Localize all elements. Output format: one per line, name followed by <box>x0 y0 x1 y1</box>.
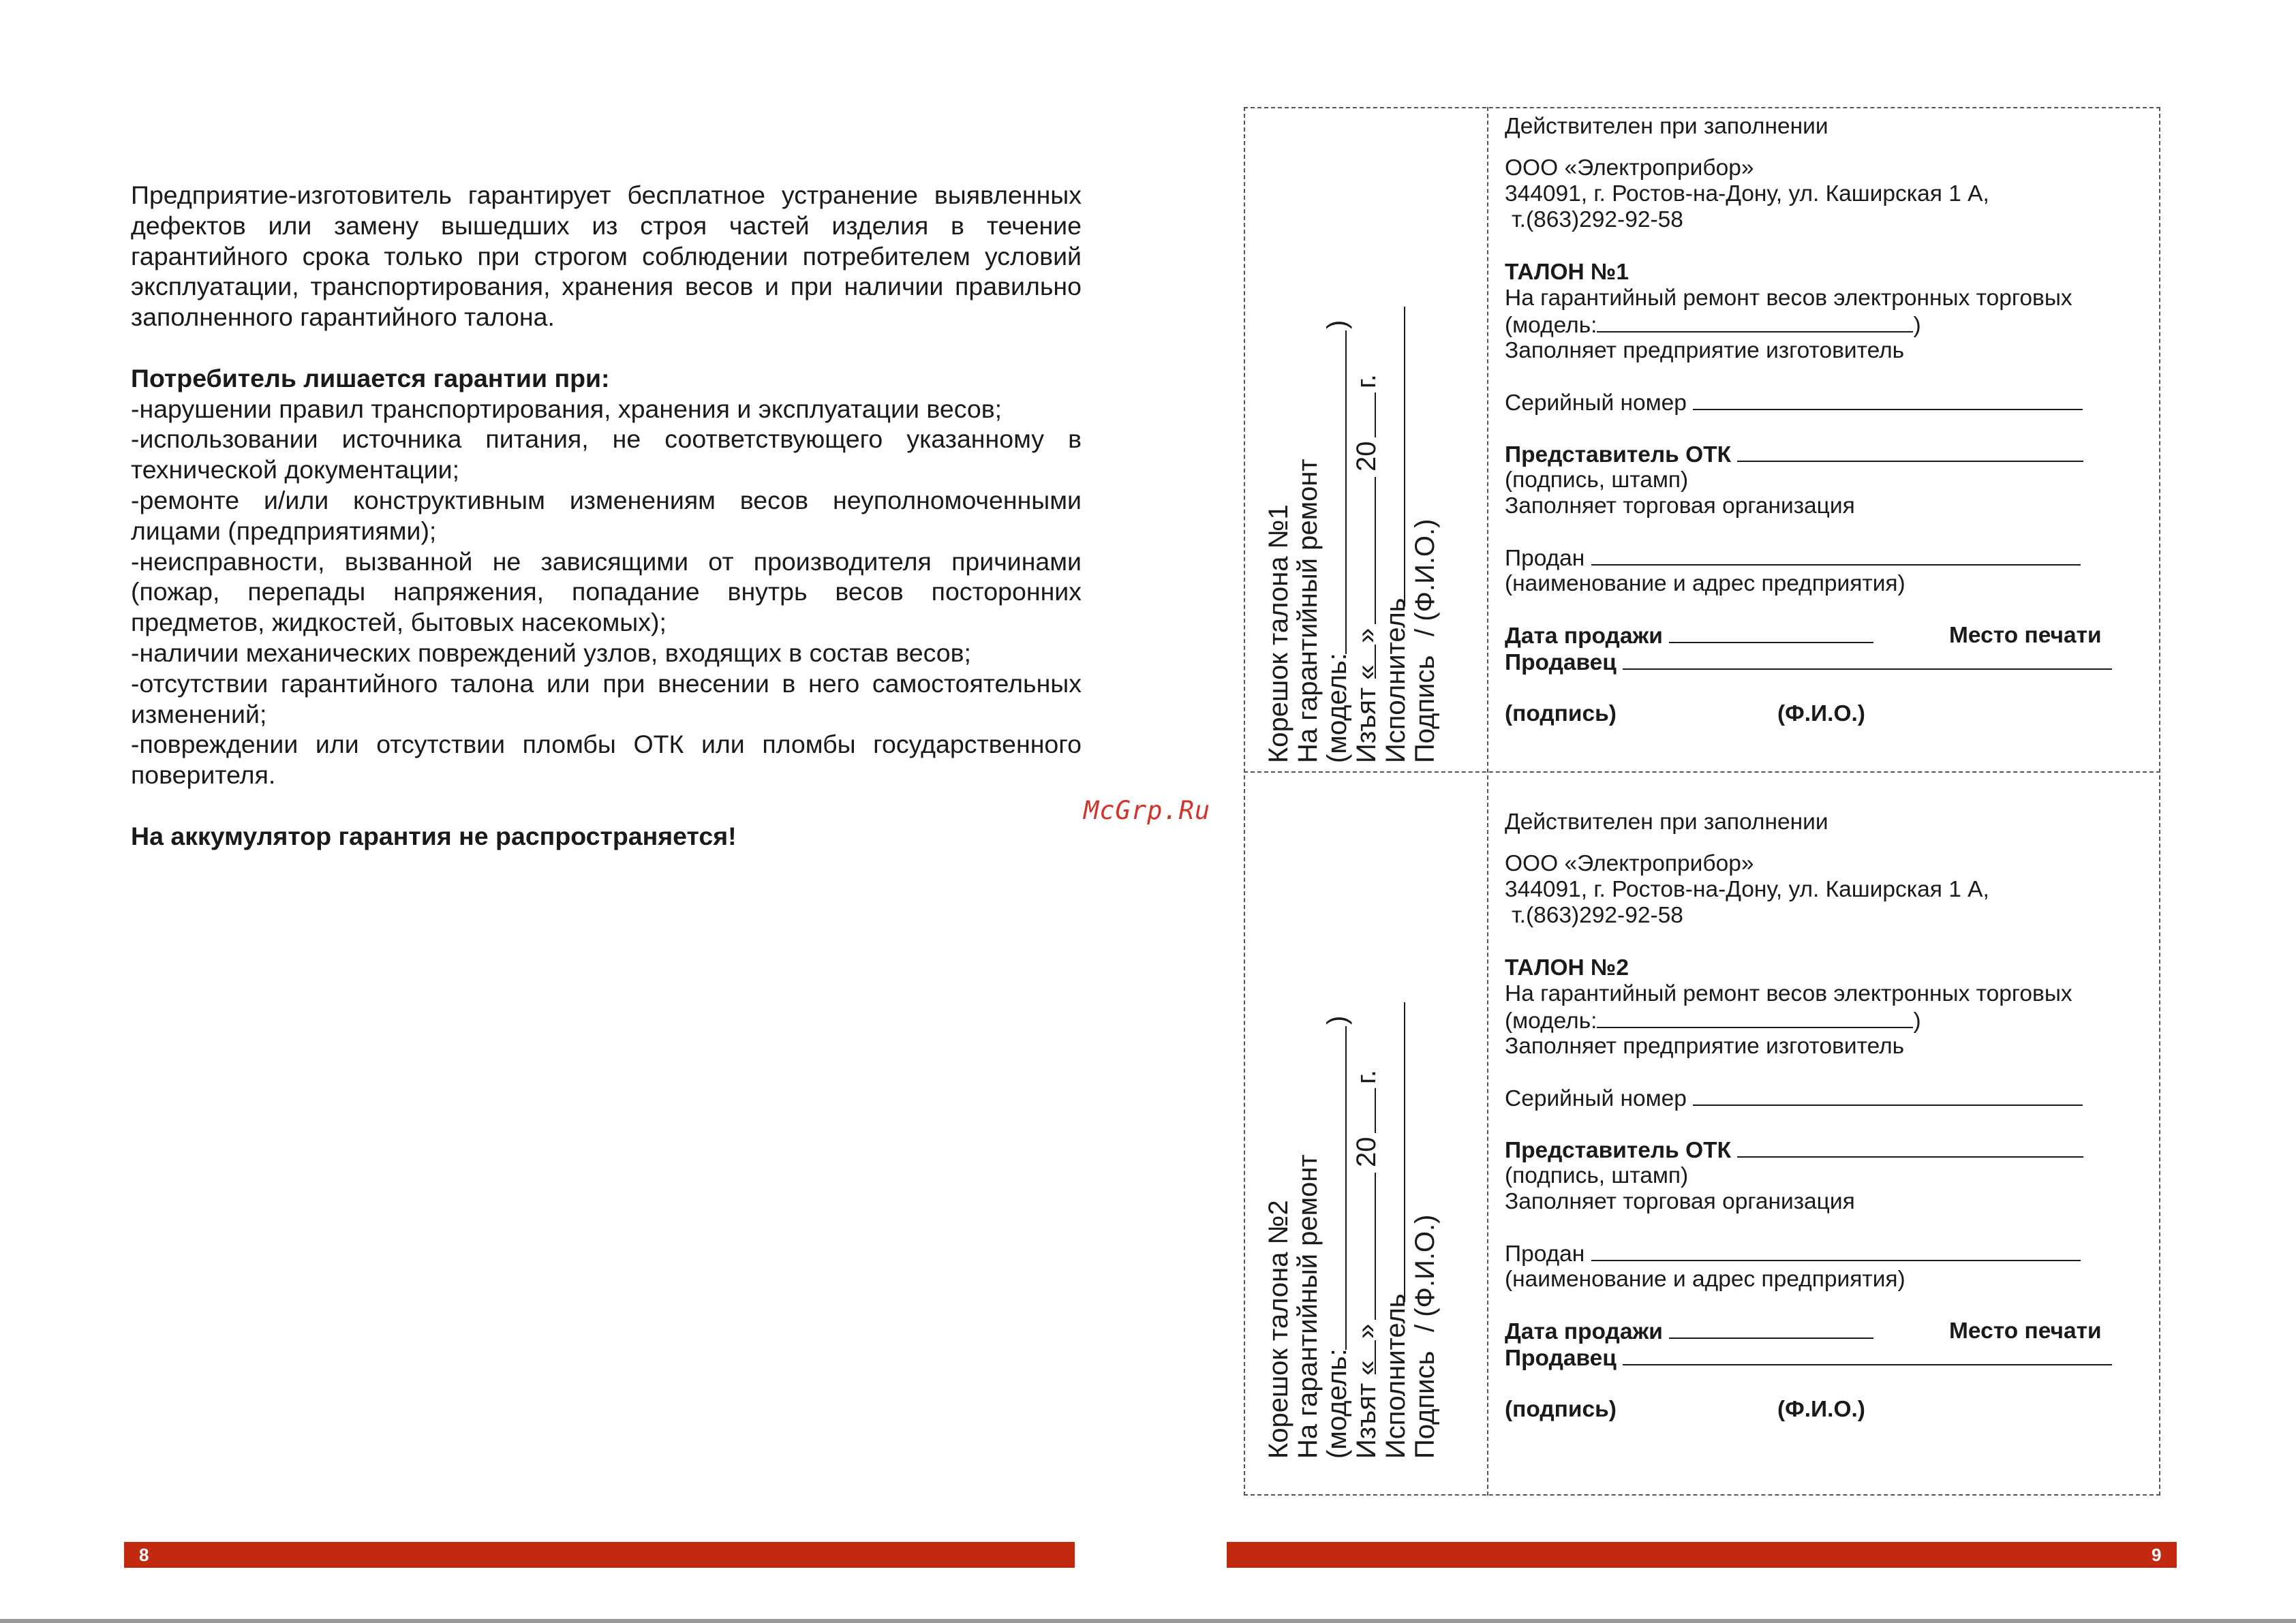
model-label: (модель: <box>1505 313 1597 338</box>
company-address: 344091, г. Ростов-на-Дону, ул. Каширская 1 А, <box>1505 877 1989 902</box>
signature-label: (подпись) <box>1505 701 1617 726</box>
exclusion-item: -нарушении правил транспортирования, хранения и эксплуатации весов; <box>131 394 1002 423</box>
stub-purpose: На гарантийный ремонт <box>1293 459 1323 763</box>
seller-field-line[interactable] <box>1623 649 2112 670</box>
stub-executor-label: Исполнитель <box>1381 598 1411 763</box>
stub-title: Корешок талона №2 <box>1264 1200 1294 1459</box>
stub-model-label: (модель: <box>1322 653 1352 763</box>
model-field-line[interactable] <box>1597 1008 1913 1028</box>
scan-bottom-edge <box>0 1619 2296 1623</box>
model-row <box>1505 1008 1921 1035</box>
otk-hint: (подпись, штамп) <box>1505 1163 1689 1188</box>
otk-row <box>1505 442 2083 469</box>
stub-fio-label: / (Ф.И.О.) <box>1410 519 1440 636</box>
sale-date-row <box>1505 623 1873 650</box>
sold-row <box>1505 1241 2081 1268</box>
stub-purpose: На гарантийный ремонт <box>1293 1154 1323 1459</box>
stub-model-close: ) <box>1322 1015 1352 1025</box>
sold-field-line[interactable] <box>1591 545 2081 566</box>
stub-cut-line-vertical <box>1487 107 1488 1496</box>
sold-label: Продан <box>1505 1241 1585 1267</box>
exclusion-item: -повреждении или отсутствии пломбы ОТК или пломбы государственного поверителя. <box>131 730 1082 790</box>
stamp-place: Место печати <box>1949 623 2102 648</box>
coupon-purpose: На гарантийный ремонт весов электронных торговых <box>1505 981 2072 1006</box>
serial-label: Серийный номер <box>1505 1086 1687 1111</box>
valid-note: Действителен при заполнении <box>1505 114 1828 139</box>
seller-row <box>1505 649 2112 677</box>
page-number-right: 9 <box>2152 1545 2162 1565</box>
sold-row <box>1505 545 2081 572</box>
filled-by-maker: Заполняет предприятие изготовитель <box>1505 338 1905 363</box>
stub-1-rotated-text <box>1264 136 1482 763</box>
exclusion-item: -неисправности, вызванной не зависящими от производителя причинами (пожар, перепады напряжения, попадание внутрь весов посторонних предметов, жидкостей, бытовых насекомых); <box>131 546 1082 637</box>
warranty-exclusions-heading: Потребитель лишается гарантии при: <box>131 363 610 392</box>
stub-2-rotated-text <box>1264 832 1482 1459</box>
watermark: McGrp.Ru <box>1084 796 1211 825</box>
stub-seized-label: Изъят « <box>1351 664 1381 763</box>
stub-executor-label: Исполнитель <box>1381 1293 1411 1459</box>
warranty-intro: Предприятие-изготовитель гарантирует бесплатное устранение выявленных дефектов или замену вышедших из строя частей изделия в течение гарантийного срока только при строгом соблюдении потребителем условий эксплуатации, транспортирования, хранения весов и при наличии правильно заполненного гарантийного талона. <box>131 181 1082 332</box>
otk-field-line[interactable] <box>1737 442 2083 462</box>
coupon-cut-line-horizontal <box>1244 771 2160 773</box>
sale-date-label: Дата продажи <box>1505 1319 1663 1344</box>
footer-bar-right <box>1227 1542 2177 1568</box>
company-name: ООО «Электроприбор» <box>1505 851 1754 876</box>
model-label: (модель: <box>1505 1008 1597 1034</box>
otk-label: Представитель ОТК <box>1505 442 1732 467</box>
sold-hint: (наименование и адрес предприятия) <box>1505 1267 1905 1292</box>
stub-seized-label: Изъят « <box>1351 1360 1381 1459</box>
company-name: ООО «Электроприбор» <box>1505 155 1754 181</box>
sale-date-row <box>1505 1318 1873 1346</box>
company-address: 344091, г. Ростов-на-Дону, ул. Каширская 1 А, <box>1505 181 1989 206</box>
stub-seized-quote: » <box>1351 1323 1381 1339</box>
stub-year-suffix: г. <box>1351 374 1381 388</box>
filled-by-trade: Заполняет торговая организация <box>1505 1189 1855 1214</box>
sale-date-field-line[interactable] <box>1669 623 1873 643</box>
fio-label: (Ф.И.О.) <box>1777 701 1865 726</box>
stub-model-label: (модель: <box>1322 1348 1352 1459</box>
exclusion-item: -отсутствии гарантийного талона или при внесении в него самостоятельных изменений; <box>131 668 1082 728</box>
stub-signature-label: Подпись <box>1410 655 1440 763</box>
serial-row <box>1505 390 2083 417</box>
seller-field-line[interactable] <box>1623 1345 2112 1365</box>
sale-date-field-line[interactable] <box>1669 1318 1873 1339</box>
page-number-left: 8 <box>139 1545 149 1565</box>
serial-label: Серийный номер <box>1505 390 1687 416</box>
seller-label: Продавец <box>1505 1346 1617 1371</box>
valid-note: Действителен при заполнении <box>1505 809 1828 835</box>
stub-signature-label: Подпись <box>1410 1350 1440 1459</box>
stub-fio-label: / (Ф.И.О.) <box>1410 1214 1440 1332</box>
filled-by-maker: Заполняет предприятие изготовитель <box>1505 1034 1905 1059</box>
sold-field-line[interactable] <box>1591 1241 2081 1261</box>
otk-hint: (подпись, штамп) <box>1505 467 1689 493</box>
stub-year-suffix: г. <box>1351 1070 1381 1084</box>
coupon-stub-2 <box>1264 832 1482 1459</box>
serial-field-line[interactable] <box>1693 390 2083 410</box>
coupon-purpose: На гарантийный ремонт весов электронных торговых <box>1505 285 2072 311</box>
exclusion-item: -ремонте и/или конструктивным изменениям весов неуполномоченными лицами (предприятиями); <box>131 485 1082 545</box>
battery-note: На аккумулятор гарантия не распространяется! <box>131 821 737 850</box>
stub-seized-quote: » <box>1351 628 1381 643</box>
footer-bar-left <box>124 1542 1075 1568</box>
signature-label: (подпись) <box>1505 1397 1617 1422</box>
stub-year-prefix: 20 <box>1351 441 1381 472</box>
stub-title: Корешок талона №1 <box>1264 504 1294 763</box>
fio-label: (Ф.И.О.) <box>1777 1397 1865 1422</box>
stub-year-prefix: 20 <box>1351 1137 1381 1167</box>
warranty-terms <box>131 180 1082 852</box>
serial-row <box>1505 1085 2083 1113</box>
seller-label: Продавец <box>1505 650 1617 675</box>
coupon-title: ТАЛОН №1 <box>1505 260 1629 285</box>
exclusion-item: -наличии механических повреждений узлов, входящих в состав весов; <box>131 638 971 667</box>
otk-row <box>1505 1137 2083 1164</box>
otk-field-line[interactable] <box>1737 1137 2083 1158</box>
exclusion-item: -использовании источника питания, не соответствующего указанному в технической документации; <box>131 424 1082 484</box>
company-phone: т.(863)292-92-58 <box>1512 903 1683 928</box>
sale-date-label: Дата продажи <box>1505 623 1663 649</box>
stub-model-close: ) <box>1322 320 1352 329</box>
seller-row <box>1505 1345 2112 1372</box>
sold-hint: (наименование и адрес предприятия) <box>1505 571 1905 596</box>
otk-label: Представитель ОТК <box>1505 1138 1732 1163</box>
sold-label: Продан <box>1505 546 1585 571</box>
coupon-stub-1 <box>1264 136 1482 763</box>
model-close: ) <box>1913 313 1921 338</box>
company-phone: т.(863)292-92-58 <box>1512 207 1683 232</box>
stamp-place: Место печати <box>1949 1318 2102 1344</box>
model-field-line[interactable] <box>1597 312 1913 333</box>
model-row <box>1505 312 1921 339</box>
coupon-title: ТАЛОН №2 <box>1505 955 1629 980</box>
serial-field-line[interactable] <box>1693 1085 2083 1106</box>
model-close: ) <box>1913 1008 1921 1034</box>
filled-by-trade: Заполняет торговая организация <box>1505 493 1855 519</box>
